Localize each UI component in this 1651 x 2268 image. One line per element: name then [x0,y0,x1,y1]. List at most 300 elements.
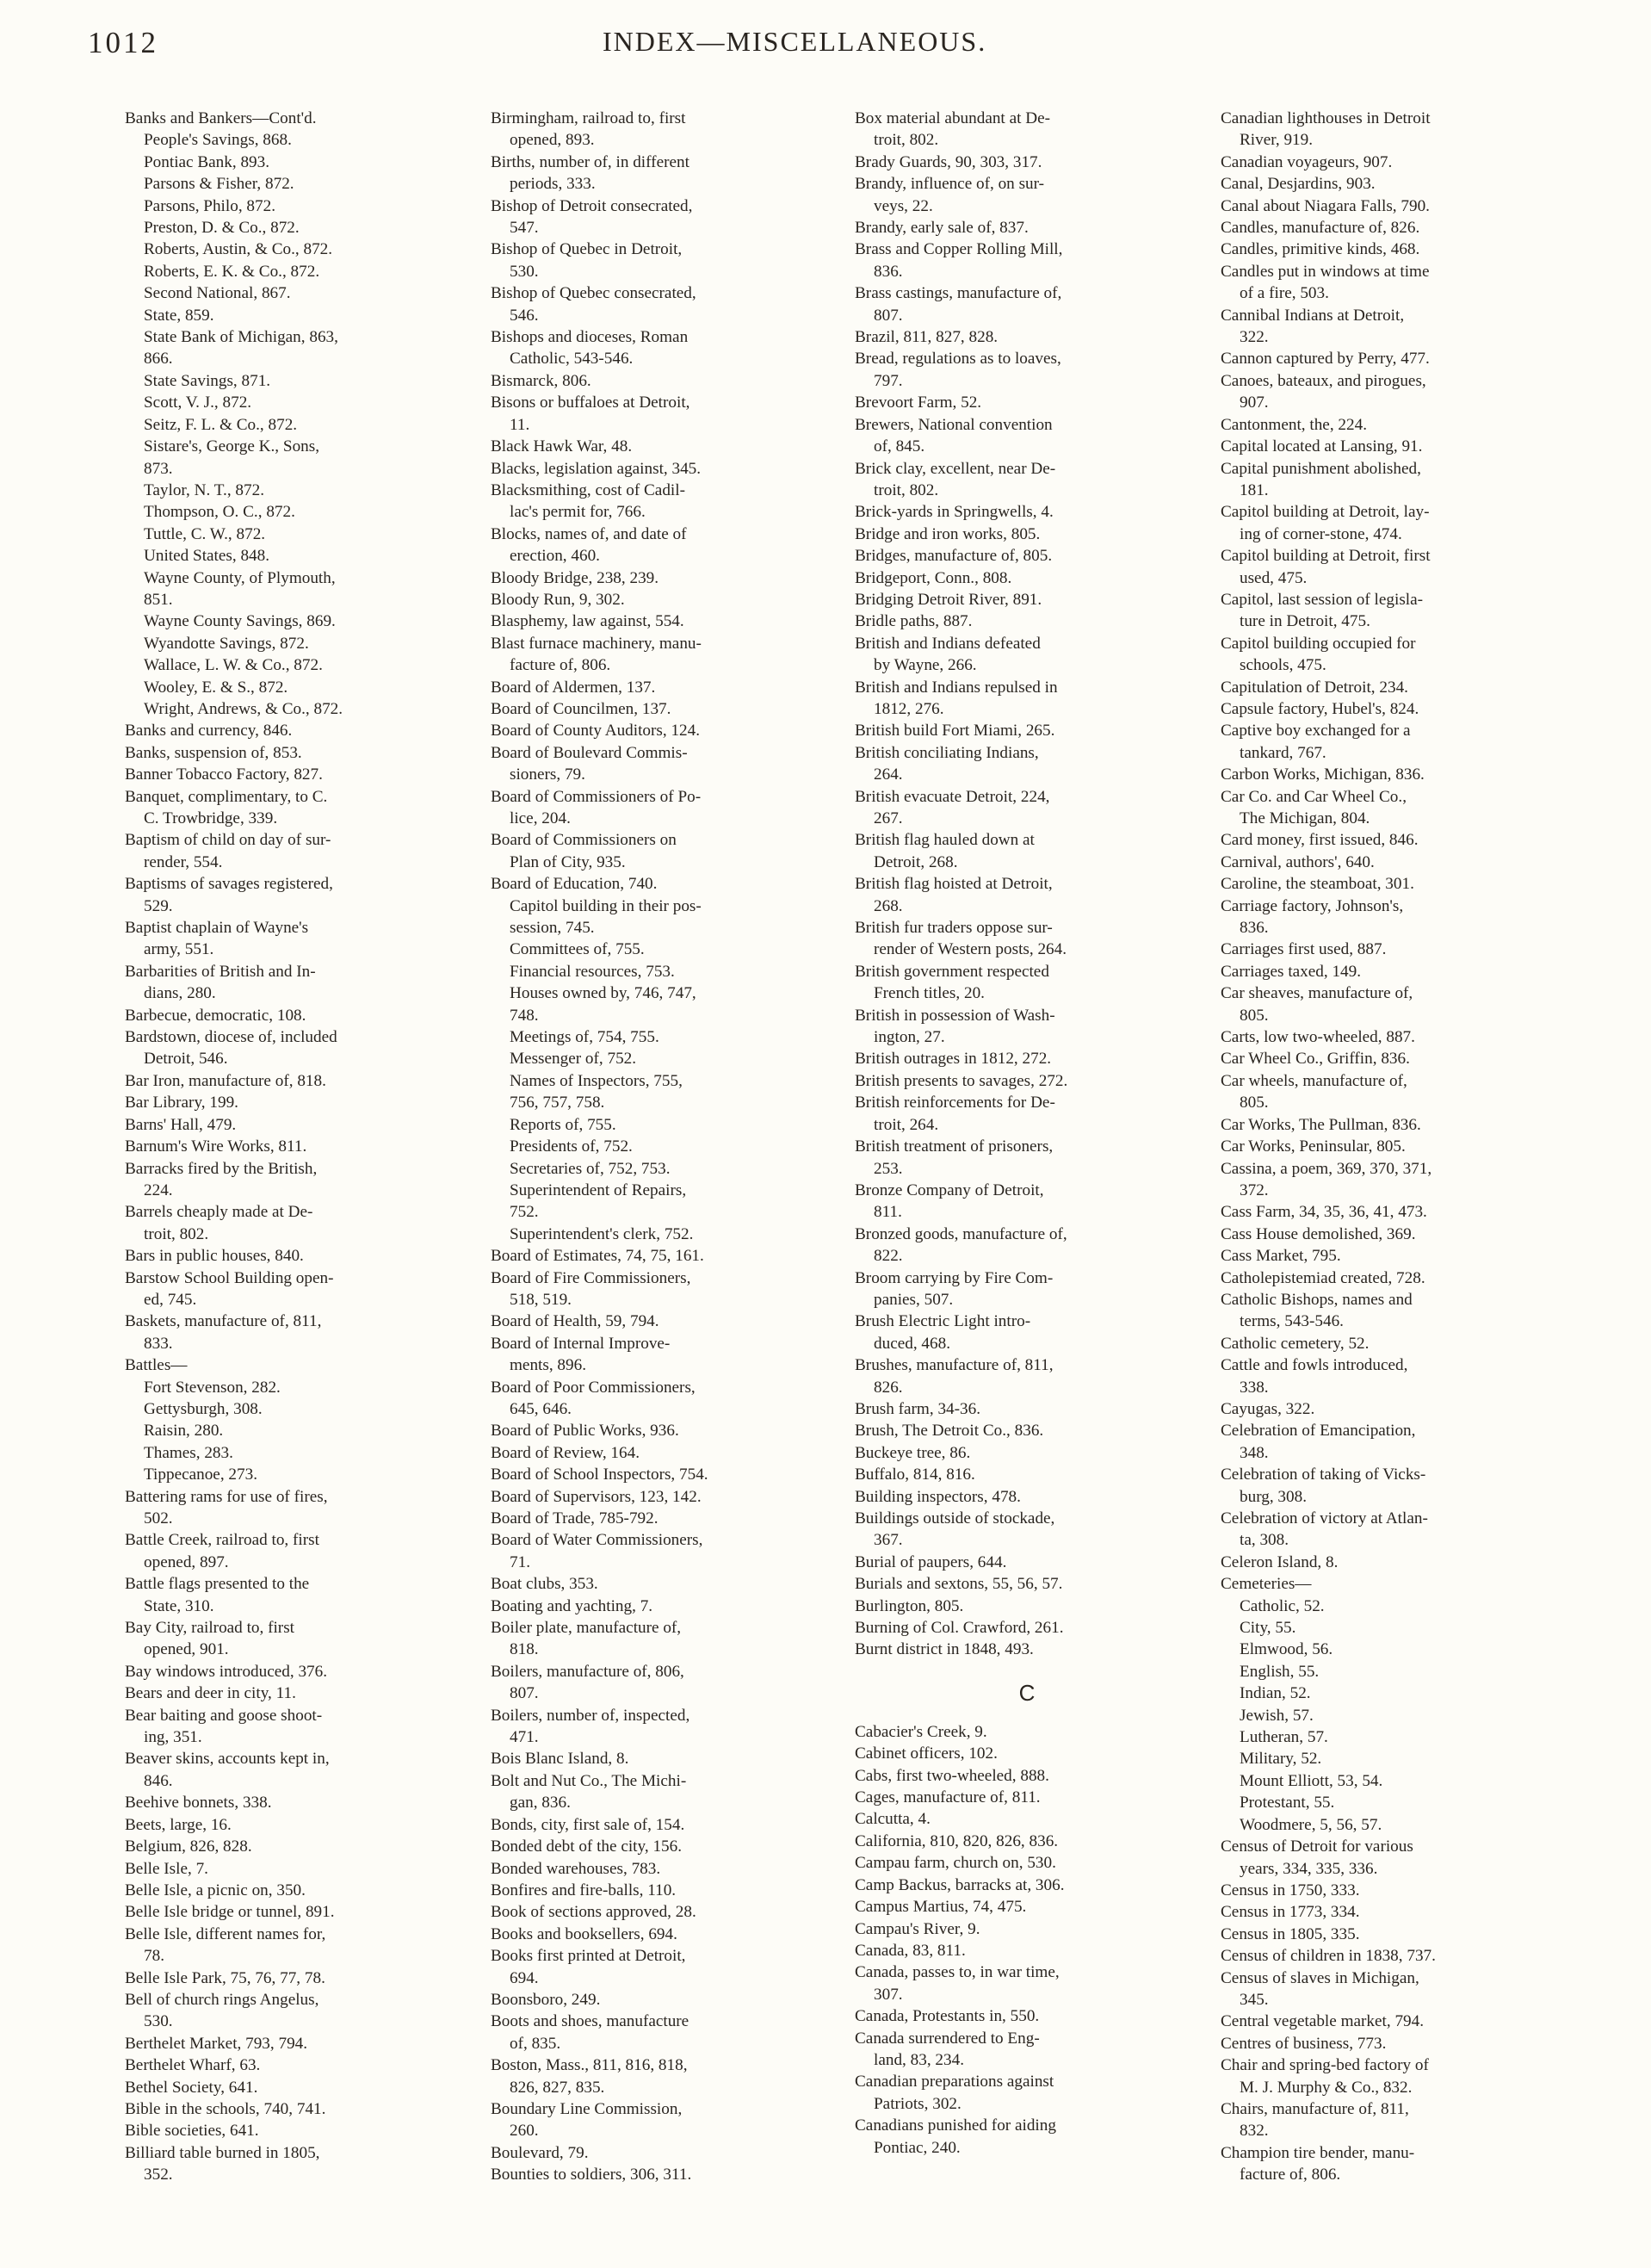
index-entry: Car sheaves, manufacture of, [1221,984,1413,1003]
index-entry: Chairs, manufacture of, 811, [1221,2099,1409,2118]
index-subentry: Wayne County, of Plymouth, [144,568,336,587]
index-entry: Barbecue, democratic, 108. [125,1006,306,1025]
index-subentry: Houses owned by, 746, 747, [510,984,696,1003]
index-subentry: Raisin, 280. [144,1422,224,1441]
index-entry-continuation: 907. [1240,393,1269,412]
index-entry: Bay City, railroad to, first [125,1619,294,1638]
index-entry-continuation: used, 475. [1240,568,1308,587]
index-entry: Bridges, manufacture of, 805. [855,547,1053,566]
index-entry-continuation: The Michigan, 804. [1240,809,1370,827]
index-entry-continuation: 348. [1240,1443,1269,1462]
index-subentry: Wayne County Savings, 869. [144,612,336,631]
index-entry: Beets, large, 16. [125,1815,232,1834]
index-entry-continuation: troit, 264. [874,1115,939,1134]
index-entry: Brush, The Detroit Co., 836. [855,1422,1044,1441]
index-entry: Buckeye tree, 86. [855,1443,971,1462]
index-entry: Canadians punished for aiding [855,2116,1056,2135]
index-entry: British and Indians defeated [855,634,1041,653]
index-entry-continuation: 805. [1240,1006,1269,1025]
index-entry-continuation: army, 551. [144,940,214,959]
index-entry: Board of Councilmen, 137. [491,699,671,718]
index-entry: Billiard table burned in 1805, [125,2143,320,2162]
index-entry: Books first printed at Detroit, [491,1947,686,1966]
index-entry: Board of Internal Improve- [491,1334,671,1353]
index-entry-continuation: Patriots, 302. [874,2094,962,2113]
index-entry: Berthelet Wharf, 63. [125,2056,261,2075]
index-entry: Bread, regulations as to loaves, [855,350,1061,369]
index-entry-continuation: 807. [510,1684,539,1703]
index-entry: Census in 1805, 335. [1221,1924,1360,1943]
index-entry-continuation: M. J. Murphy & Co., 832. [1240,2078,1413,2097]
index-subentry: Thompson, O. C., 872. [144,503,295,522]
index-entry: Bisons or buffaloes at Detroit, [491,393,690,412]
index-subentry: Indian, 52. [1240,1684,1311,1703]
index-entry-continuation: 71. [510,1552,530,1571]
index-entry: British reinforcements for De- [855,1094,1055,1112]
index-subentry: Elmwood, 56. [1240,1640,1333,1659]
index-entry: Banks and currency, 846. [125,722,293,741]
index-entry-continuation: 1812, 276. [874,699,944,718]
index-entry: Boston, Mass., 811, 816, 818, [491,2056,688,2075]
index-entry: British presents to savages, 272. [855,1071,1068,1090]
page-header [0,26,1651,69]
index-entry: Bishop of Quebec consecrated, [491,284,696,303]
index-entry: Car wheels, manufacture of, [1221,1071,1407,1090]
index-entry: Boilers, number of, inspected, [491,1706,690,1725]
index-entry: Building inspectors, 478. [855,1487,1021,1506]
index-entry: British treatment of prisoners, [855,1137,1054,1156]
index-entry: Belle Isle bridge or tunnel, 891. [125,1903,335,1922]
index-entry: Cages, manufacture of, 811. [855,1788,1041,1807]
index-subentry: Thames, 283. [144,1443,233,1462]
index-entry-continuation: 836. [874,262,903,281]
index-entry: Car Wheel Co., Griffin, 836. [1221,1050,1410,1069]
index-entry: Champion tire bender, manu- [1221,2143,1415,2162]
index-entry-continuation: C. Trowbridge, 339. [144,809,278,827]
index-entry-continuation: tankard, 767. [1240,743,1326,762]
index-entry: Barbarities of British and In- [125,962,316,981]
index-entry: Capitol, last session of legisla- [1221,590,1424,609]
index-entry: Blacksmithing, cost of Cadil- [491,480,685,499]
index-entry-continuation: 260. [510,2122,539,2141]
index-subentry: United States, 848. [144,547,270,566]
index-entry: Candles put in windows at time [1221,262,1430,281]
index-entry: Bois Blanc Island, 8. [491,1750,629,1769]
index-subentry: Pontiac Bank, 893. [144,152,270,171]
index-entry-continuation: 529. [144,896,173,915]
index-entry: Board of County Auditors, 124. [491,722,701,741]
index-entry: Cannon captured by Perry, 477. [1221,350,1430,369]
index-subentry: Names of Inspectors, 755, [510,1071,683,1090]
index-entry: Board of School Inspectors, 754. [491,1466,708,1484]
index-entry-continuation: 826. [874,1378,903,1397]
index-entry: Board of Boulevard Commis- [491,743,688,762]
index-entry: Bell of church rings Angelus, [125,1990,319,2009]
index-entry-continuation: 253. [874,1159,903,1178]
index-entry-continuation: ta, 308. [1240,1531,1289,1550]
index-entry: British in possession of Wash- [855,1006,1055,1025]
index-entry: Canadian lighthouses in Detroit [1221,109,1431,127]
index-column-3 [855,108,1199,2159]
index-entry: Berthelet Market, 793, 794. [125,2034,308,2053]
index-entry: Board of Aldermen, 137. [491,678,656,697]
index-entry: Brady Guards, 90, 303, 317. [855,152,1042,171]
index-subentry: Committees of, 755. [510,940,645,959]
index-entry-continuation: 367. [874,1531,903,1550]
index-entry: Bishop of Detroit consecrated, [491,196,693,215]
index-entry: Canoes, bateaux, and pirogues, [1221,371,1426,390]
index-entry-continuation: 866. [144,350,173,369]
index-subentry: Parsons & Fisher, 872. [144,175,294,194]
index-entry-continuation: 873. [144,459,173,478]
index-entry: Brick-yards in Springwells, 4. [855,503,1054,522]
index-entry-continuation: State, 310. [144,1596,214,1615]
index-column-2 [491,108,835,2186]
index-subentry: Superintendent of Repairs, [510,1180,687,1199]
index-subentry: Financial resources, 753. [510,962,675,981]
index-entry: Capsule factory, Hubel's, 824. [1221,699,1419,718]
index-entry-continuation: Catholic, 543-546. [510,350,634,369]
index-entry: Cabacier's Creek, 9. [855,1722,987,1741]
index-entry: Car Works, The Pullman, 836. [1221,1115,1421,1134]
index-entry: Carts, low two-wheeled, 887. [1221,1028,1415,1047]
index-entry-continuation: 372. [1240,1180,1269,1199]
index-entry-continuation: 851. [144,590,173,609]
index-entry: Bonded warehouses, 783. [491,1859,661,1878]
index-entry: Cannibal Indians at Detroit, [1221,306,1405,325]
index-subentry: Parsons, Philo, 872. [144,196,275,215]
index-entry: Census of children in 1838, 737. [1221,1947,1436,1966]
index-entry: Cabs, first two-wheeled, 888. [855,1766,1049,1785]
index-subentry: Tippecanoe, 273. [144,1466,257,1484]
index-entry: British flag hauled down at [855,831,1035,850]
index-entry: Burials and sextons, 55, 56, 57. [855,1575,1063,1594]
index-entry: Banquet, complimentary, to C. [125,787,328,806]
index-entry: Canada, 83, 811. [855,1941,966,1960]
index-entry: Canadian voyageurs, 907. [1221,152,1393,171]
index-entry-continuation: session, 745. [510,919,595,938]
index-entry: Car Co. and Car Wheel Co., [1221,787,1407,806]
index-entry-continuation: 826, 827, 835. [510,2078,605,2097]
index-entry: Board of Fire Commissioners, [491,1268,691,1287]
index-entry: Bible in the schools, 740, 741. [125,2099,326,2118]
index-entry: Canada surrendered to Eng- [855,2029,1040,2048]
index-entry-continuation: duced, 468. [874,1334,950,1353]
index-entry: Barns' Hall, 479. [125,1115,237,1134]
index-entry: British outrages in 1812, 272. [855,1050,1052,1069]
index-entry-continuation: 822. [874,1247,903,1266]
index-entry: Baptisms of savages registered, [125,875,333,894]
index-entry: Brewers, National convention [855,415,1053,434]
index-entry: Burnt district in 1848, 493. [855,1640,1034,1659]
index-entry: British flag hoisted at Detroit, [855,875,1053,894]
index-entry-continuation: panies, 507. [874,1290,954,1309]
index-entry: Carriage factory, Johnson's, [1221,896,1404,915]
index-entry: Centres of business, 773. [1221,2034,1387,2053]
index-subentry: Roberts, Austin, & Co., 872. [144,240,333,259]
index-entry-continuation: 338. [1240,1378,1269,1397]
index-entry: British and Indians repulsed in [855,678,1058,697]
index-entry-continuation: 518, 519. [510,1290,572,1309]
index-entry-continuation: troit, 802. [144,1224,209,1243]
index-entry: Blocks, names of, and date of [491,524,687,543]
index-entry: Battering rams for use of fires, [125,1487,328,1506]
index-entry: Catholic cemetery, 52. [1221,1334,1370,1353]
index-column-4 [1221,108,1565,2186]
index-entry: Celebration of victory at Atlan- [1221,1509,1428,1527]
index-entry-continuation: of, 835. [510,2034,561,2053]
index-entry: Brushes, manufacture of, 811, [855,1356,1054,1375]
index-entry: Cattle and fowls introduced, [1221,1356,1408,1375]
index-entry-continuation: Plan of City, 935. [510,852,626,871]
index-subentry: State Bank of Michigan, 863, [144,328,338,347]
index-entry: Canal, Desjardins, 903. [1221,175,1376,194]
index-entry: Brazil, 811, 827, 828. [855,328,999,347]
index-entry: Cayugas, 322. [1221,1399,1315,1418]
index-subentry: Military, 52. [1240,1750,1322,1769]
index-entry-continuation: ture in Detroit, 475. [1240,612,1370,631]
index-subentry: Messenger of, 752. [510,1050,637,1069]
index-entry: Brush farm, 34-36. [855,1399,981,1418]
index-entry: Boiler plate, manufacture of, [491,1619,682,1638]
index-entry-continuation: 181. [1240,480,1269,499]
index-subentry: Wright, Andrews, & Co., 872. [144,699,343,718]
index-entry-continuation: French titles, 20. [874,984,985,1003]
index-entry: Captive boy exchanged for a [1221,722,1411,741]
index-entry-continuation: 224. [144,1180,173,1199]
index-entry-continuation: 752. [510,1203,539,1222]
index-entry: California, 810, 820, 826, 836. [855,1831,1059,1850]
index-entry: Brandy, influence of, on sur- [855,175,1045,194]
index-entry-continuation: ing, 351. [144,1728,202,1747]
index-subentry: City, 55. [1240,1619,1296,1638]
index-entry: Campau farm, church on, 530. [855,1854,1056,1873]
index-entry: Bridgeport, Conn., 808. [855,568,1012,587]
index-entry-continuation: 836. [1240,919,1269,938]
index-entry: Battle Creek, railroad to, first [125,1531,319,1550]
index-subentry: Gettysburgh, 308. [144,1399,263,1418]
index-entry-continuation: 268. [874,896,903,915]
index-entry-continuation: Pontiac, 240. [874,2138,961,2157]
index-entry-continuation: veys, 22. [874,196,933,215]
index-entry: Canada, Protestants in, 550. [855,2007,1040,2026]
index-entry: Bay windows introduced, 376. [125,1662,328,1681]
index-entry-continuation: River, 919. [1240,131,1314,150]
index-entry-continuation: 546. [510,306,539,325]
index-subentry: Protestant, 55. [1240,1794,1335,1813]
index-entry: Books and booksellers, 694. [491,1924,677,1943]
index-entry: Boonsboro, 249. [491,1990,601,2009]
index-entry: Burial of paupers, 644. [855,1552,1007,1571]
index-entry: Birmingham, railroad to, first [491,109,686,127]
index-entry-continuation: 748. [510,1006,539,1025]
index-entry-continuation: 645, 646. [510,1399,572,1418]
index-entry: Boots and shoes, manufacture [491,2012,689,2031]
index-entry: Bounties to soldiers, 306, 311. [491,2166,692,2184]
index-entry: Blast furnace machinery, manu- [491,634,702,653]
index-entry-continuation: render, 554. [144,852,223,871]
index-entry: Capitol building at Detroit, lay- [1221,503,1430,522]
index-entry: Broom carrying by Fire Com- [855,1268,1054,1287]
index-subentry: Reports of, 755. [510,1115,616,1134]
index-entry: Burlington, 805. [855,1596,964,1615]
index-entry: Buffalo, 814, 816. [855,1466,975,1484]
index-subentry: Wallace, L. W. & Co., 872. [144,656,323,675]
index-entry-continuation: erection, 460. [510,547,600,566]
index-entry-continuation: Detroit, 546. [144,1050,228,1069]
index-entry: Bolt and Nut Co., The Michi- [491,1771,687,1790]
index-entry-continuation: by Wayne, 266. [874,656,977,675]
index-subentry: Jewish, 57. [1240,1706,1314,1725]
index-entry: Carbon Works, Michigan, 836. [1221,765,1425,784]
index-entry: British evacuate Detroit, 224, [855,787,1050,806]
index-entry: Board of Water Commissioners, [491,1531,703,1550]
index-entry: Bear baiting and goose shoot- [125,1706,323,1725]
index-entry: Car Works, Peninsular, 805. [1221,1137,1406,1156]
index-entry-continuation: 547. [510,219,539,238]
index-entry: Central vegetable market, 794. [1221,2012,1425,2031]
index-entry: Brick clay, excellent, near De- [855,459,1056,478]
index-entry: Carnival, authors', 640. [1221,852,1375,871]
index-entry-continuation: schools, 475. [1240,656,1326,675]
index-entry: Bonded debt of the city, 156. [491,1837,683,1856]
index-entry: Boundary Line Commission, [491,2099,683,2118]
index-entry: Capitulation of Detroit, 234. [1221,678,1408,697]
index-entry-continuation: opened, 901. [144,1640,229,1659]
index-entry: Banks and Bankers—Cont'd. [125,109,317,127]
index-entry: Board of Poor Commissioners, [491,1378,696,1397]
index-entry: Carriages taxed, 149. [1221,962,1362,981]
index-subentry: Taylor, N. T., 872. [144,480,264,499]
index-entry-continuation: 264. [874,765,903,784]
index-subentry: Second National, 867. [144,284,291,303]
index-entry: Board of Public Works, 936. [491,1422,679,1441]
index-entry: Candles, primitive kinds, 468. [1221,240,1420,259]
index-entry: Beaver skins, accounts kept in, [125,1750,330,1769]
index-entry: Bloody Run, 9, 302. [491,590,625,609]
index-entry: Calcutta, 4. [855,1810,931,1829]
index-entry-continuation: 78. [144,1947,164,1966]
index-entry: Battle flags presented to the [125,1575,310,1594]
index-subentry: People's Savings, 868. [144,131,292,150]
index-entry: Bloody Bridge, 238, 239. [491,568,659,587]
index-entry: British build Fort Miami, 265. [855,722,1055,741]
index-entry: Bears and deer in city, 11. [125,1684,296,1703]
index-entry: Bronze Company of Detroit, [855,1180,1044,1199]
index-entry: Bonds, city, first sale of, 154. [491,1815,685,1834]
index-entry-continuation: 846. [144,1771,173,1790]
index-entry: Barstow School Building open- [125,1268,334,1287]
index-column-1 [125,108,469,2186]
index-entry: Board of Review, 164. [491,1443,640,1462]
index-entry: Cantonment, the, 224. [1221,415,1367,434]
index-entry: Belgium, 826, 828. [125,1837,252,1856]
index-subentry: State, 859. [144,306,214,325]
index-entry-continuation: 345. [1240,1990,1269,2009]
index-entry: Cassina, a poem, 369, 370, 371, [1221,1159,1432,1178]
index-subentry: Capitol building in their pos- [510,896,702,915]
index-entry: Capitol building occupied for [1221,634,1416,653]
index-entry: Capital located at Lansing, 91. [1221,437,1423,456]
page-title: INDEX—MISCELLANEOUS. [603,26,987,57]
index-entry: Campau's River, 9. [855,1919,980,1938]
index-entry-continuation: 352. [144,2166,173,2184]
index-entry-continuation: gan, 836. [510,1794,571,1813]
index-entry: Census in 1750, 333. [1221,1881,1360,1899]
index-entry: Blacks, legislation against, 345. [491,459,702,478]
index-entry: British fur traders oppose sur- [855,919,1053,938]
index-entry: Boat clubs, 353. [491,1575,598,1594]
index-entry-continuation: years, 334, 335, 336. [1240,1859,1378,1878]
index-entry: Bronzed goods, manufacture of, [855,1224,1067,1243]
index-entry-continuation: ington, 27. [874,1028,945,1047]
index-entry: Cass Market, 795. [1221,1247,1341,1266]
index-entry: Census in 1773, 334. [1221,1903,1360,1922]
index-subentry: Meetings of, 754, 755. [510,1028,659,1047]
index-entry-continuation: 694. [510,1968,539,1987]
index-entry: Card money, first issued, 846. [1221,831,1419,850]
index-entry-continuation: burg, 308. [1240,1487,1307,1506]
index-entry: Bishop of Quebec in Detroit, [491,240,683,259]
index-entry: Bar Iron, manufacture of, 818. [125,1071,326,1090]
index-entry: Black Hawk War, 48. [491,437,633,456]
index-entry: Banks, suspension of, 853. [125,743,302,762]
index-entry: Caroline, the steamboat, 301. [1221,875,1414,894]
index-entry: Bismarck, 806. [491,371,591,390]
index-entry: Barrels cheaply made at De- [125,1203,313,1222]
index-entry: Bar Library, 199. [125,1094,238,1112]
index-entry: Bridle paths, 887. [855,612,973,631]
index-entry: Celeron Island, 8. [1221,1552,1339,1571]
index-subentry: Wyandotte Savings, 872. [144,634,309,653]
index-subentry: Seitz, F. L. & Co., 872. [144,415,298,434]
index-entry-continuation: 833. [144,1334,173,1353]
index-subentry: Tuttle, C. W., 872. [144,524,266,543]
index-entry: Bardstown, diocese of, included [125,1028,337,1047]
index-entry-continuation: 11. [510,415,530,434]
index-entry-continuation: 805. [1240,1094,1269,1112]
index-entry-continuation: 797. [874,371,903,390]
index-entry: Carriages first used, 887. [1221,940,1387,959]
index-entry: Board of Education, 740. [491,875,658,894]
index-subentry: Scott, V. J., 872. [144,393,252,412]
page-number: 1012 [88,26,158,59]
index-entry: Burning of Col. Crawford, 261. [855,1619,1064,1638]
section-letter: C [1018,1679,1036,1706]
index-entry: Book of sections approved, 28. [491,1903,696,1922]
index-entry: Catholepistemiad created, 728. [1221,1268,1425,1287]
index-entry-continuation: 756, 757, 758. [510,1094,605,1112]
index-entry: Board of Commissioners of Po- [491,787,702,806]
index-entry: Board of Trade, 785-792. [491,1509,659,1527]
index-entry: Capital punishment abolished, [1221,459,1421,478]
index-entry: Board of Supervisors, 123, 142. [491,1487,702,1506]
index-entry-continuation: sioners, 79. [510,765,585,784]
index-entry-continuation: terms, 543-546. [1240,1312,1344,1331]
index-entry-continuation: 530. [510,262,539,281]
index-entry: Boulevard, 79. [491,2143,589,2162]
index-entry-continuation: render of Western posts, 264. [874,940,1067,959]
index-subentry: Lutheran, 57. [1240,1728,1328,1747]
index-entry-continuation: 818. [510,1640,539,1659]
index-entry: Board of Health, 59, 794. [491,1312,659,1331]
index-subentry: Sistare's, George K., Sons, [144,437,320,456]
index-entry-continuation: of, 845. [874,437,925,456]
index-entry: Cemeteries— [1221,1575,1312,1594]
index-entry: British conciliating Indians, [855,743,1039,762]
index-entry: Bridge and iron works, 805. [855,524,1041,543]
index-entry: Belle Isle, 7. [125,1859,208,1878]
